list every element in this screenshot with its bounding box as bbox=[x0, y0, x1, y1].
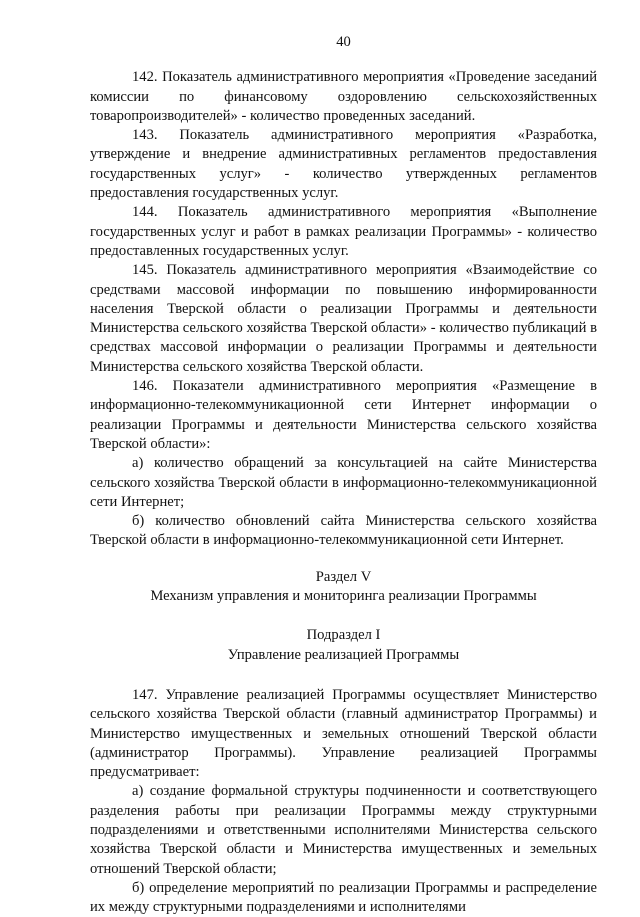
subsection-subtitle: Управление реализацией Программы bbox=[227, 646, 460, 663]
page-number: 40 bbox=[336, 34, 351, 50]
document-page bbox=[90, 33, 597, 917]
paragraph-146-a: а) количество обращений за консультацией на сайте Министерства сельского хозяйства Тверской области в информационно-телекоммуникационной сети Интернет; bbox=[90, 455, 597, 510]
paragraph-146: 146. Показатели административного мероприятия «Размещение в информационно-телекоммуникационной сети Интернет информации о реализации Программы и деятельности Министерства сельского хозяйства Тверской области»: bbox=[90, 378, 597, 452]
paragraph-145: 145. Показатель административного мероприятия «Взаимодействие со средствами массовой информации по повышению информированности населения Тверской области о реализации Программы и деятельности Министерства сельского хозяйства Тверской области» - количество публикаций в средствах массовой информации о реализации Программы и деятельности Министерства сельского хозяйства Тверской области. bbox=[90, 262, 597, 375]
paragraph-144: 144. Показатель административного мероприятия «Выполнение государственных услуг и работ в рамках реализации Программы» - количество предоставленных государственных услуг. bbox=[90, 204, 597, 259]
paragraph-142: 142. Показатель административного мероприятия «Проведение заседаний комиссии по финансовому оздоровлению сельскохозяйственных товаропроизводителей» - количество проведенных заседаний. bbox=[90, 69, 597, 124]
subsection-title: Подраздел I bbox=[306, 627, 381, 644]
paragraph-143: 143. Показатель административного мероприятия «Разработка, утверждение и внедрение административных регламентов предоставления государственных услуг» - количество утвержденных регламентов предоставления государственных услуг. bbox=[90, 127, 597, 202]
paragraph-146-b: б) количество обновлений сайта Министерства сельского хозяйства Тверской области в информационно-телекоммуникационной сети Интернет. bbox=[90, 513, 597, 549]
section-title: Раздел V bbox=[315, 568, 372, 585]
paragraph-147: 147. Управление реализацией Программы осуществляет Министерство сельского хозяйства Тверской области (главный администратор Программы) и Министерство имущественных и земельных отношений Тверской области (администратор Программы). Управление реализацией Программы предусматривает: bbox=[90, 686, 597, 781]
paragraph-147-b: б) определение мероприятий по реализации Программы и распределение их между структурными подразделениями и исполнителями bbox=[90, 879, 597, 916]
section-subtitle: Механизм управления и мониторинга реализации Программы bbox=[150, 588, 537, 605]
paragraph-147-a: а) создание формальной структуры подчиненности и соответствующего разделения работы при реализации Программы между структурными подразделениями и ответственными исполнителями Министерства сельского хозяйства Тверской области и Министерства имущественных и земельных отношений Тверской области; bbox=[90, 783, 597, 877]
